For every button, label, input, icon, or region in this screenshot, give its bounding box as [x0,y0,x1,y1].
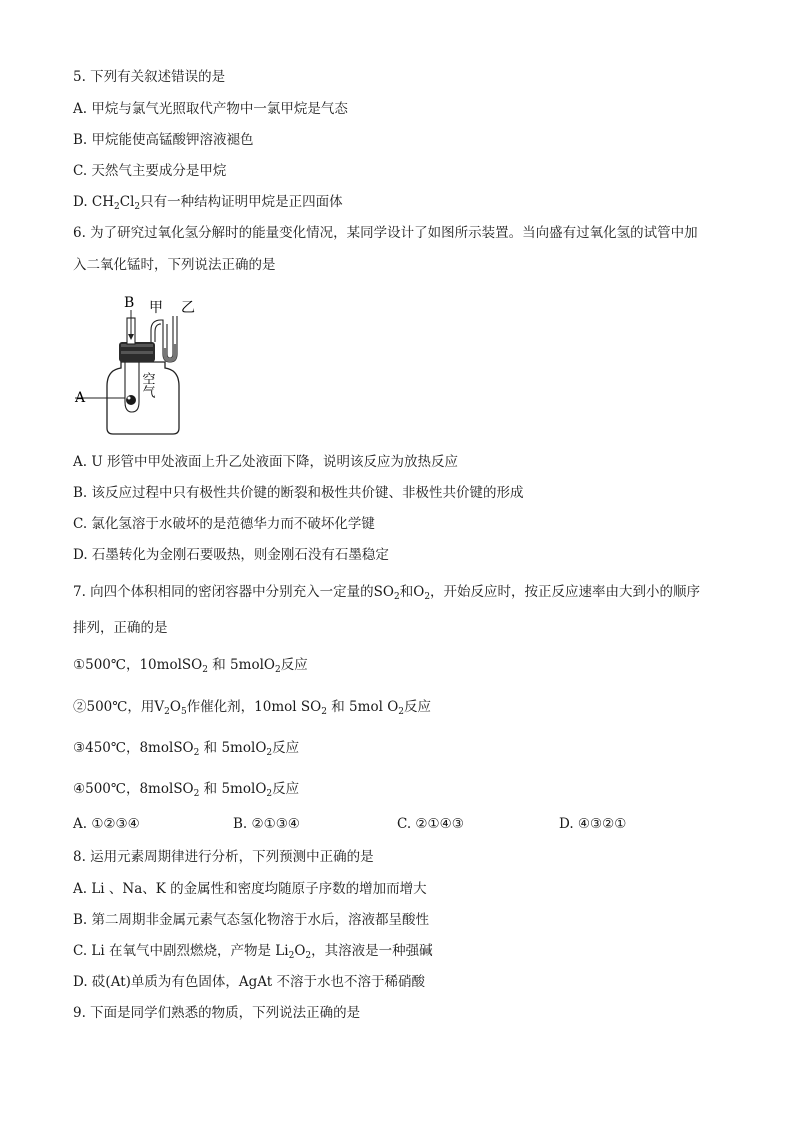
q8-option-c [73,942,433,960]
sub: 2 [424,592,431,602]
q8-c-part-a: C. Li 在氧气中剧烈燃烧，产物是 Li [73,943,289,959]
formula-o2: O [413,584,425,600]
q7-stem-line1 [73,583,700,601]
q5-d-rest: 只有一种结构证明甲烷是正四面体 [140,194,343,210]
item-text: 和 5mol [331,699,383,715]
formula-so2: SO [181,657,203,673]
q8-option-a: A. Li 、Na、K 的金属性和密度均随原子序数的增加而增大 [73,881,427,897]
q7-item-1 [73,656,308,674]
sub: 2 [398,707,405,717]
q8-c-part-c: ，其溶液是一种强碱 [311,943,433,959]
q5-option-b: B. 甲烷能使高锰酸钾溶液褪色 [73,132,254,148]
solid-a [126,395,136,405]
label-jia: 甲 [149,300,163,316]
formula-so2: SO [373,584,394,600]
formula-o2: O [255,740,267,756]
item-text: 反应 [280,657,308,673]
item-text: ①500℃，10mol [73,657,182,673]
q7-item-3 [73,739,299,757]
q5-option-a: A. 甲烷与氯气光照取代产物中一氯甲烷是气态 [73,101,348,117]
q5-d-mid: Cl [119,194,135,210]
q5-option-c: C. 天然气主要成分是甲烷 [73,163,227,179]
q8-c-part-b: O [294,943,306,959]
formula-o: O [169,699,181,715]
item-text: 反应 [404,699,432,715]
sub: 2 [164,707,170,717]
label-yi: 乙 [181,300,195,316]
sub: 2 [193,789,200,799]
q5-d-sub2: 2 [134,202,141,212]
q5-stem: 5. 下列有关叙述错误的是 [73,69,226,85]
q7-stem-part-a: 7. 向四个体积相同的密闭容器中分别充入一定量的 [73,584,374,600]
q7-item-4 [73,780,299,798]
q5-option-d [73,193,343,211]
formula-v: V [154,699,165,715]
q5-d-prefix: D. CH [73,194,115,210]
q6-stem-line2: 入二氧化锰时，下列说法正确的是 [73,257,276,273]
q7-option-c: C. ②①④③ [397,816,464,832]
item-text: ④500℃，8mol [73,781,174,797]
q6-stem-line1: 6. 为了研究过氧化氢分解时的能量变化情况，某同学设计了如图所示装置。当向盛有过氧化氢的试管中加 [73,225,698,241]
sub: 2 [305,951,312,961]
q5-d-sub1: 2 [114,202,120,212]
q7-item-2 [73,698,431,716]
label-b: B [124,295,135,311]
label-air: 空气 [139,372,155,398]
q8-option-d: D. 砹(At)单质为有色固体，AgAt 不溶于水也不溶于稀硝酸 [73,974,426,990]
q7-stem-part-b: 和 [399,584,414,600]
q9-stem: 9. 下面是同学们熟悉的物质，下列说法正确的是 [73,1005,361,1021]
item-text: 反应 [272,781,300,797]
q7-option-d: D. ④③②① [559,816,627,832]
item-text: 和 5mol [203,781,256,797]
sub: 2 [394,592,400,602]
q6-option-c: C. 氯化氢溶于水破坏的是范德华力而不破坏化学键 [73,516,375,532]
item-text: 和 5mol [212,657,264,673]
sub: 2 [288,951,295,961]
q6-option-d: D. 石墨转化为金刚石要吸热，则金刚石没有石墨稳定 [73,547,389,563]
formula-so2: SO [173,781,194,797]
q7-stem-line2: 排列，正确的是 [73,620,168,636]
sub: 2 [193,748,200,758]
sub: 2 [321,707,327,717]
sub: 2 [274,665,281,675]
apparatus-figure [73,290,213,440]
sub: 2 [266,748,273,758]
label-a: A [75,390,86,406]
q7-option-a: A. ①②③④ [73,816,140,832]
sub: 2 [266,789,273,799]
q7-options [73,816,733,834]
q6-option-a: A. U 形管中甲处液面上升乙处液面下降，说明该反应为放热反应 [73,454,458,470]
q8-stem: 8. 运用元素周期律进行分析，下列预测中正确的是 [73,849,374,865]
q6-option-b: B. 该反应过程中只有极性共价键的断裂和极性共价键、非极性共价键的形成 [73,485,524,501]
item-text: 反应 [272,740,300,756]
q8-option-b: B. 第二周期非金属元素气态氢化物溶于水后，溶液都呈酸性 [73,912,430,928]
formula-so2: SO [300,699,322,715]
item-text: ③450℃，8mol [73,740,174,756]
q7-option-b: B. ②①③④ [233,816,300,832]
formula-o2: O [387,699,399,715]
item-text: ②500℃，用 [73,699,155,715]
formula-o2: O [255,781,267,797]
q7-stem-part-c: ，开始反应时，按正反应速率由大到小的顺序 [430,584,701,600]
item-text: 和 5mol [203,740,256,756]
formula-o2: O [263,657,275,673]
item-text: 作催化剂，10mol [186,699,297,715]
sub: 5 [180,707,187,717]
formula-so2: SO [173,740,194,756]
sub: 2 [202,665,208,675]
